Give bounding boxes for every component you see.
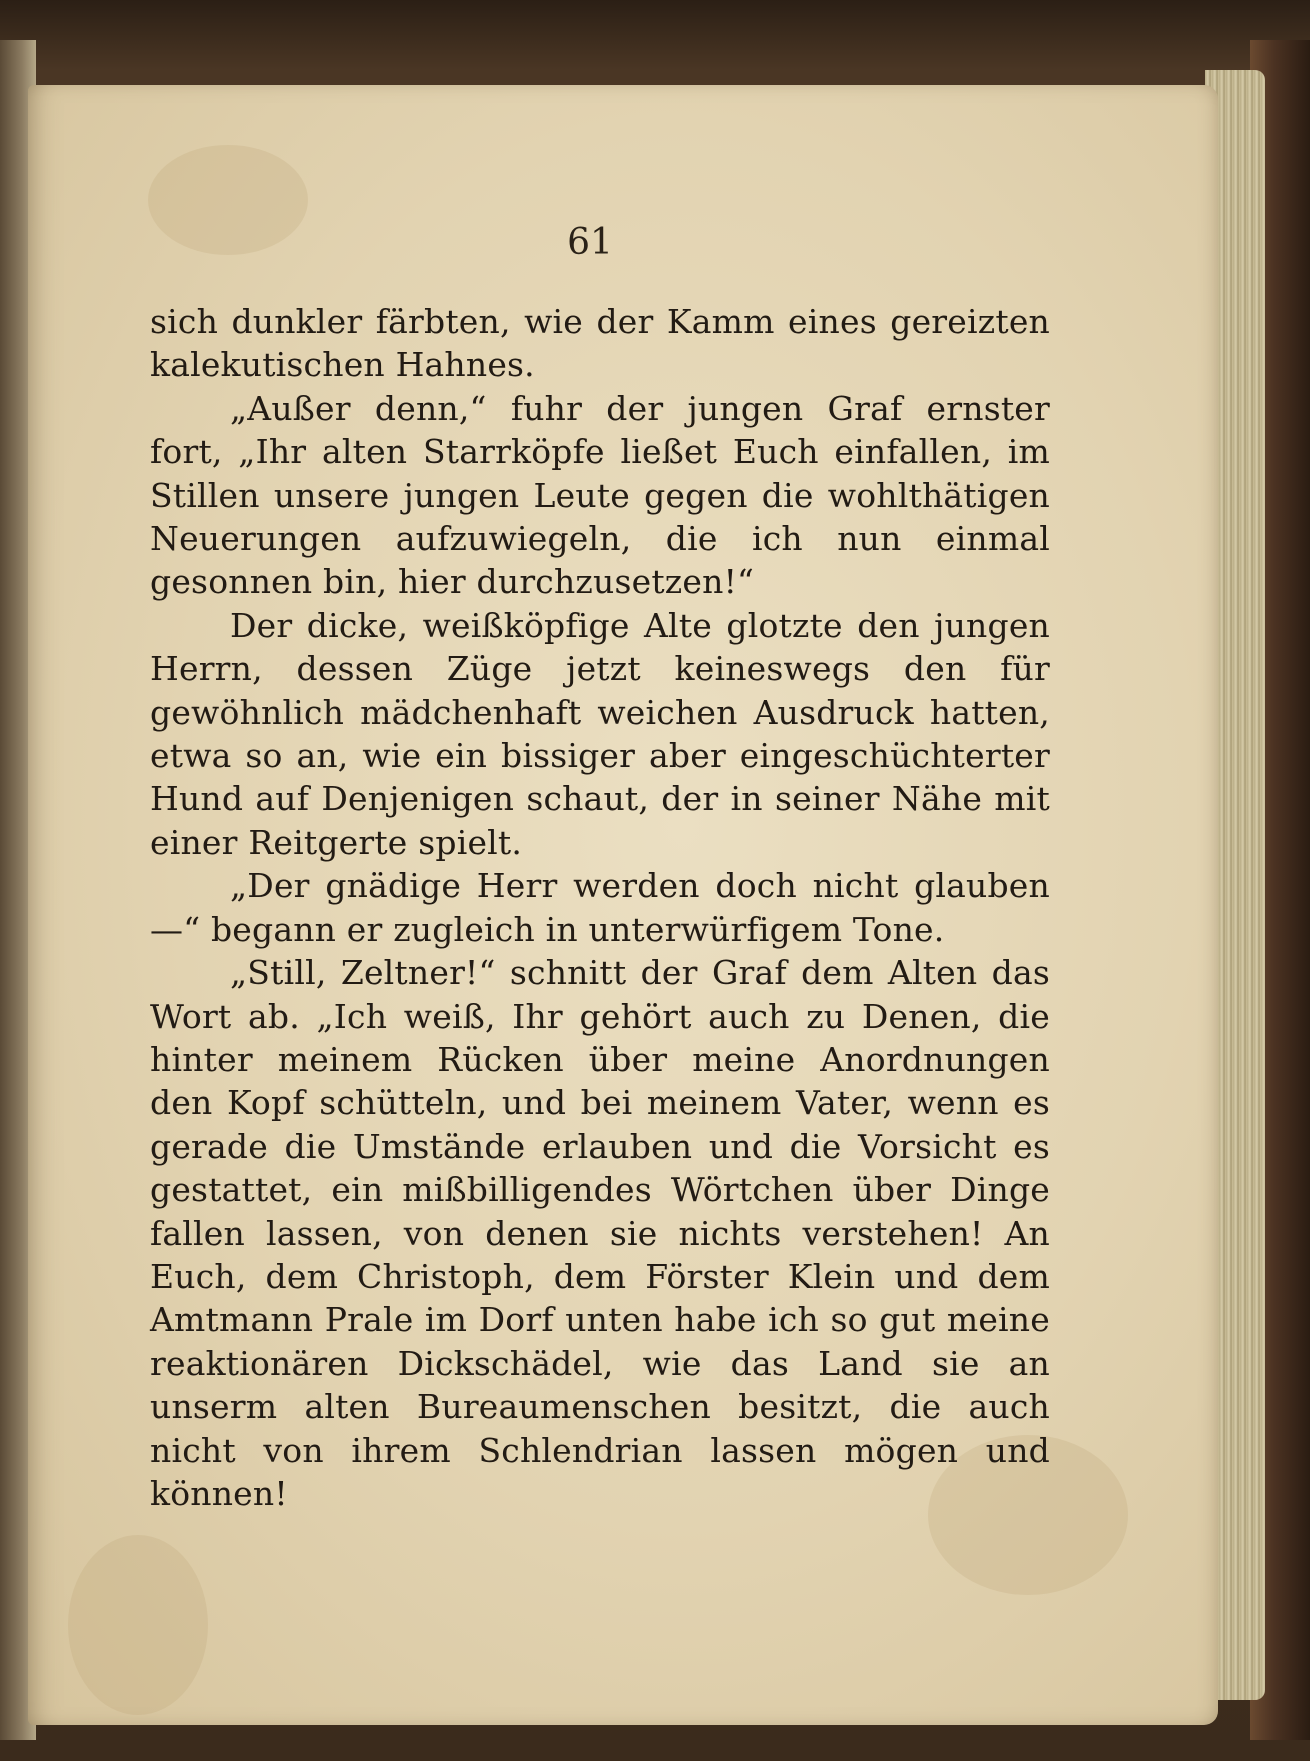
paragraph: „Der gnädige Herr werden doch nicht glauben —“ begann er zugleich in unterwürfigem Tone. [150,866,1050,949]
paragraph: „Still, Zeltner!“ schnitt der Graf dem Alten das Wort ab. „Ich weiß, Ihr gehört auch zu Denen, die hinter meinem Rücken über meine Anordnungen den Kopf schütteln, und bei meinem Vater, wenn es gerade die Umstände erlauben und die Vorsicht es gestattet, ein mißbilligendes Wörtchen über Dinge fallen lassen, von denen sie nichts verstehen! An Euch, dem Christoph, dem Förster Klein und dem Amtmann Prale im Dorf unten habe ich so gut meine reaktionären Dickschädel, wie das Land sie an unserm alten Bureaumenschen besitzt, die auch nicht von ihrem Schlendrian lassen mögen und können! [150,953,1050,1513]
paragraph: Der dicke, weißköpfige Alte glotzte den jungen Herrn, dessen Züge jetzt keineswegs den für gewöhnlich mädchenhaft weichen Ausdruck hatten, etwa so an, wie ein bissiger aber eingeschüchterter Hund auf Denjenigen schaut, der in seiner Nähe mit einer Reitgerte spielt. [150,605,1050,862]
page-number: 61 [567,222,613,263]
paragraph: sich dunkler färbten, wie der Kamm eines gereizten kalekutischen Hahnes. [150,302,1050,385]
body-text [150,300,1050,1515]
paper-stain [148,145,308,255]
paper-stain [68,1535,208,1715]
paragraph: „Außer denn,“ fuhr der jungen Graf ernster fort, „Ihr alten Starrköpfe ließet Euch einfallen, im Stillen unsere jungen Leute gegen die wohlthätigen Neuerungen aufzuwiegeln, die ich nun einmal gesonnen bin, hier durchzusetzen!“ [150,388,1050,602]
